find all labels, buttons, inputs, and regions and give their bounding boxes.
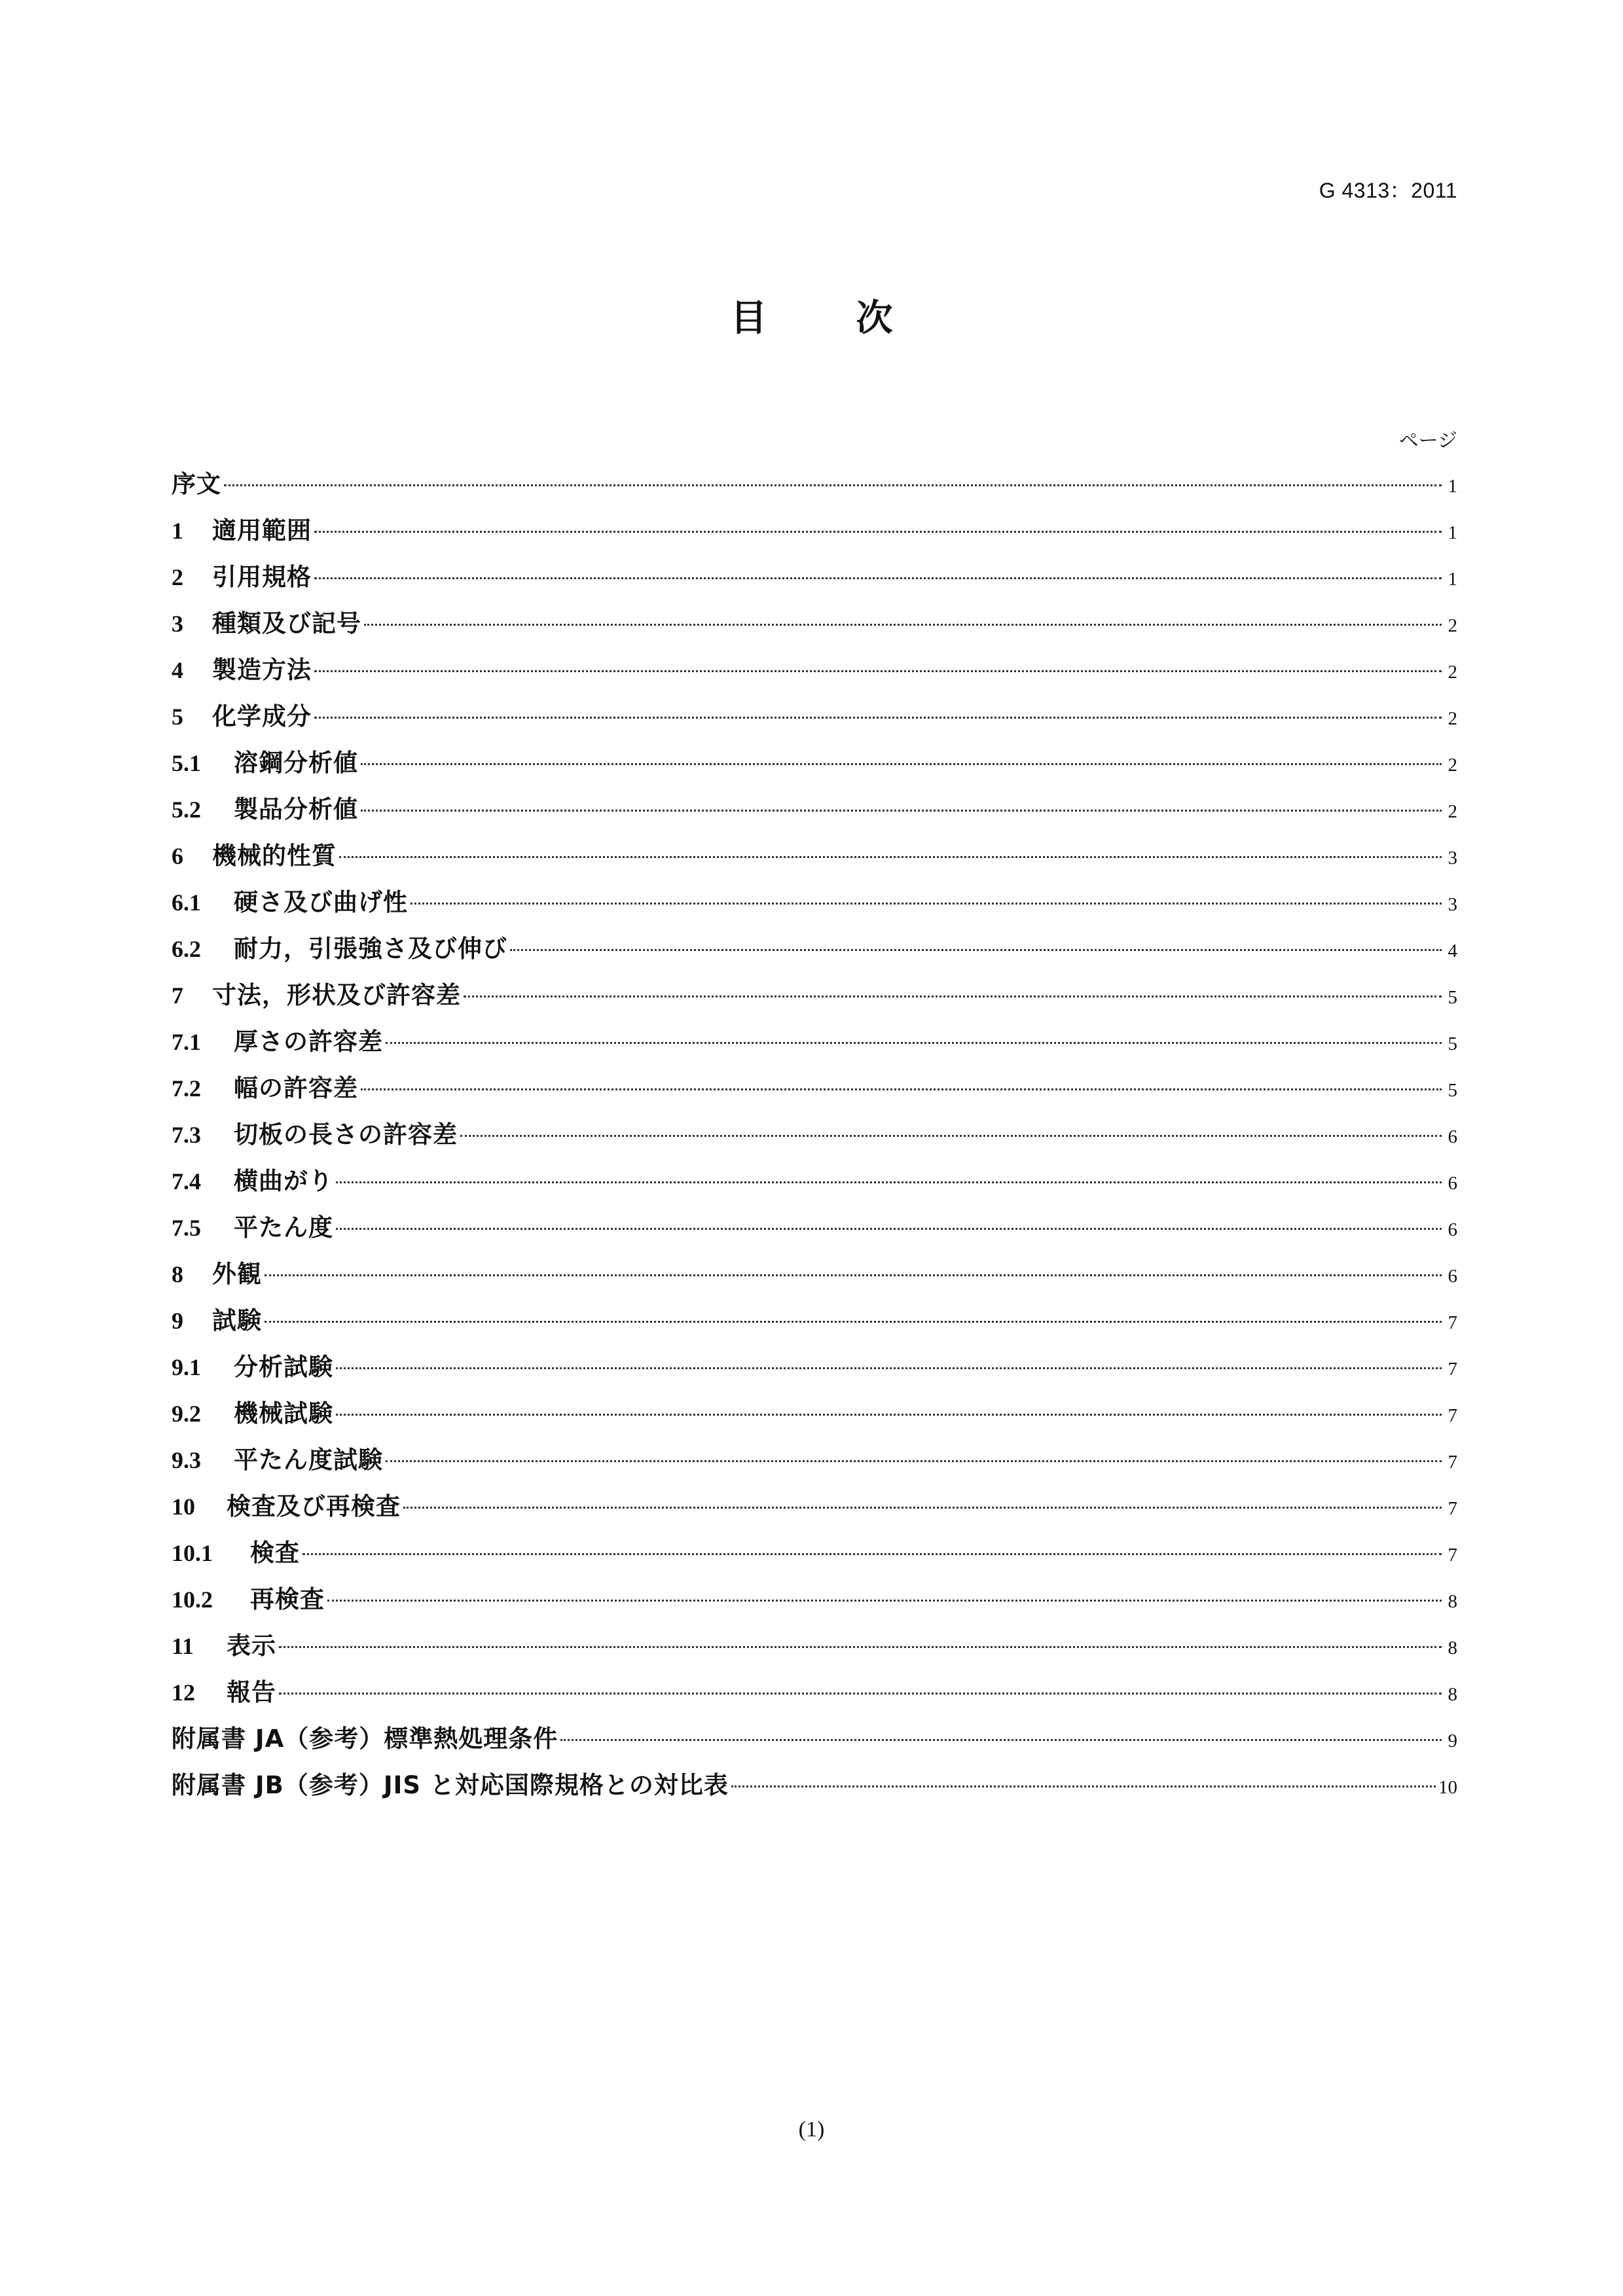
toc-entry-title: 横曲がり: [234, 1167, 333, 1195]
toc-entry-number: 4: [172, 657, 183, 683]
toc-entry-3[interactable]: [172, 600, 1457, 647]
toc-entry-page: 2: [1448, 755, 1457, 776]
dot-leader: [410, 903, 1442, 905]
dot-leader: [264, 1274, 1442, 1276]
toc-entry-number: 9.2: [172, 1401, 201, 1427]
toc-entry-title: 引用規格: [212, 563, 312, 591]
toc-entry-number: 6.2: [172, 936, 201, 962]
toc-entry-number: 5.2: [172, 797, 201, 823]
toc-entry-title: 分析試験: [234, 1353, 333, 1381]
toc-entry-title: 附属書 JA（参考）標準熱処理条件: [172, 1725, 558, 1753]
toc-entry-number: 10.2: [172, 1587, 213, 1613]
toc-entry-title: 溶鋼分析値: [234, 749, 358, 777]
dot-leader: [403, 1507, 1442, 1509]
dot-leader: [364, 624, 1442, 626]
toc-entry-8[interactable]: [172, 1251, 1457, 1297]
page-number-footer: (1): [798, 2117, 825, 2142]
page-title: 目 次: [730, 297, 919, 340]
toc-entry-title: 検査: [250, 1539, 300, 1567]
toc-entry-5[interactable]: [172, 693, 1457, 740]
dot-leader: [339, 856, 1442, 858]
toc-entry-page: 3: [1448, 894, 1457, 915]
toc-entry-page: 8: [1448, 1591, 1457, 1612]
toc-entry-5-1[interactable]: [172, 740, 1457, 786]
toc-entry-4[interactable]: [172, 647, 1457, 693]
toc-entry-number: 12: [172, 1679, 195, 1706]
toc-entry-page: 10: [1438, 1777, 1457, 1798]
toc-entry-number: 10: [172, 1494, 195, 1520]
toc-entry-10-2[interactable]: [172, 1576, 1457, 1623]
dot-leader: [336, 1367, 1442, 1369]
toc-entry-page: 6: [1448, 1173, 1457, 1194]
dot-leader: [327, 1600, 1442, 1602]
toc-entry-page: 5: [1448, 987, 1457, 1008]
toc-entry-title: 表示: [227, 1632, 276, 1660]
toc-entry-page: 4: [1448, 941, 1457, 961]
toc-entry-6-2[interactable]: [172, 925, 1457, 972]
dot-leader: [510, 949, 1442, 951]
toc-entry-page: 2: [1448, 662, 1457, 683]
dot-leader: [460, 1135, 1442, 1137]
toc-entry-title: 化学成分: [212, 702, 312, 730]
toc-entry-number: 5.1: [172, 750, 201, 776]
toc-entry-number: 9.3: [172, 1447, 201, 1473]
dot-leader: [279, 1693, 1442, 1695]
toc-entry-7-1[interactable]: [172, 1018, 1457, 1065]
toc-entry-page: 7: [1448, 1359, 1457, 1380]
toc-entry-page: 8: [1448, 1684, 1457, 1705]
dot-leader: [386, 1460, 1442, 1462]
toc-entry-title: 平たん度試験: [234, 1446, 383, 1474]
toc-entry-7-5[interactable]: [172, 1204, 1457, 1251]
toc-entry-10-1[interactable]: [172, 1530, 1457, 1576]
toc-entry-page: 1: [1448, 569, 1457, 590]
toc-entry-title: 硬さ及び曲げ性: [234, 888, 408, 916]
toc-entry-title: 製造方法: [212, 656, 312, 684]
toc-entry-9[interactable]: [172, 1297, 1457, 1344]
toc-entry-page: 6: [1448, 1219, 1457, 1240]
toc-entry-number: 2: [172, 564, 183, 590]
toc-entry-number: 7.2: [172, 1075, 201, 1102]
toc-entry-annex-jb[interactable]: [172, 1762, 1457, 1808]
toc-entry-9-3[interactable]: [172, 1437, 1457, 1483]
toc-entry-number: 7.3: [172, 1122, 201, 1148]
dot-leader: [279, 1646, 1442, 1648]
toc-entry-page: 6: [1448, 1126, 1457, 1147]
toc-entry-number: 7: [172, 982, 183, 1009]
standard-number: G 4313：2011: [1319, 179, 1457, 202]
toc-entry-number: 7.5: [172, 1215, 201, 1241]
dot-leader: [731, 1785, 1436, 1787]
toc-entry-title: 報告: [227, 1678, 276, 1706]
toc-entry-1[interactable]: [172, 507, 1457, 554]
dot-leader: [314, 717, 1442, 719]
toc-entry-annex-ja[interactable]: [172, 1715, 1457, 1762]
toc-entry-title: 平たん度: [234, 1213, 333, 1242]
toc-entry-title: 再検査: [250, 1585, 325, 1613]
toc-entry-number: 3: [172, 611, 183, 637]
dot-leader: [314, 577, 1442, 579]
toc-entry-7-4[interactable]: [172, 1158, 1457, 1204]
toc-entry-page: 9: [1448, 1731, 1457, 1751]
toc-entry-page: 7: [1448, 1312, 1457, 1333]
dot-leader: [361, 763, 1442, 765]
dot-leader: [361, 810, 1442, 812]
toc-entry-page: 7: [1448, 1405, 1457, 1426]
toc-entry-10[interactable]: [172, 1483, 1457, 1530]
toc-entry-9-1[interactable]: [172, 1344, 1457, 1390]
toc-entry-number: 6: [172, 843, 183, 869]
dot-leader: [302, 1553, 1442, 1555]
dot-leader: [336, 1414, 1442, 1416]
dot-leader: [264, 1321, 1442, 1323]
toc-entry-6[interactable]: [172, 833, 1457, 879]
toc-entry-number: 7.1: [172, 1029, 201, 1055]
dot-leader: [386, 1042, 1442, 1044]
toc-entry-6-1[interactable]: [172, 879, 1457, 925]
toc-entry-title: 外観: [212, 1260, 262, 1288]
toc-entry-page: 2: [1448, 708, 1457, 729]
toc-entry-title: 耐力，引張強さ及び伸び: [234, 935, 507, 963]
toc-entry-title: 適用範囲: [212, 516, 312, 545]
toc-entry-title: 寸法，形状及び許容差: [212, 981, 461, 1009]
toc-entry-preface[interactable]: [172, 461, 1457, 507]
dot-leader: [336, 1228, 1442, 1230]
toc-entry-page: 3: [1448, 848, 1457, 869]
toc-entry-2[interactable]: [172, 554, 1457, 600]
toc-entry-page: 2: [1448, 801, 1457, 822]
dot-leader: [361, 1088, 1442, 1090]
toc-entry-page: 5: [1448, 1080, 1457, 1101]
toc-entry-7-3[interactable]: [172, 1111, 1457, 1158]
toc-entry-title: 附属書 JB（参考）JIS と対応国際規格との対比表: [172, 1771, 729, 1799]
toc-entry-number: 7.4: [172, 1168, 201, 1194]
toc-entry-9-2[interactable]: [172, 1390, 1457, 1437]
toc-entry-page: 1: [1448, 522, 1457, 543]
toc-entry-number: 5: [172, 704, 183, 730]
toc-entry-number: 6.1: [172, 889, 201, 916]
toc-entry-page: 7: [1448, 1498, 1457, 1519]
toc-entry-title: 厚さの許容差: [234, 1028, 383, 1056]
toc-entry-number: 8: [172, 1261, 183, 1287]
toc-entry-title: 製品分析値: [234, 795, 358, 823]
toc-entry-5-2[interactable]: [172, 786, 1457, 833]
toc-entry-page: 5: [1448, 1033, 1457, 1054]
toc-entry-title: 検査及び再検査: [227, 1492, 401, 1520]
dot-leader: [336, 1181, 1442, 1183]
toc-entry-number: 11: [172, 1633, 194, 1659]
toc-entry-title: 切板の長さの許容差: [234, 1121, 458, 1149]
toc-entry-page: 7: [1448, 1545, 1457, 1566]
toc-entry-number: 10.1: [172, 1540, 213, 1566]
toc-entry-title: 機械的性質: [212, 842, 337, 870]
table-of-contents: [172, 461, 1457, 1808]
toc-entry-title: 機械試験: [234, 1399, 333, 1427]
dot-leader: [464, 996, 1442, 997]
toc-entry-number: 9.1: [172, 1354, 201, 1380]
page-column-label: ページ: [1398, 429, 1457, 452]
toc-entry-11[interactable]: [172, 1623, 1457, 1669]
toc-entry-7[interactable]: [172, 972, 1457, 1018]
toc-entry-page: 2: [1448, 615, 1457, 636]
toc-entry-page: 8: [1448, 1638, 1457, 1659]
toc-entry-title: 幅の許容差: [234, 1074, 358, 1102]
toc-entry-number: 1: [172, 518, 183, 544]
dot-leader: [314, 531, 1442, 533]
toc-entry-title: 序文: [172, 470, 221, 498]
toc-entry-page: 6: [1448, 1266, 1457, 1287]
dot-leader: [224, 484, 1442, 486]
toc-entry-page: 1: [1448, 476, 1457, 497]
dot-leader: [560, 1739, 1442, 1741]
toc-entry-title: 試験: [212, 1306, 262, 1335]
toc-entry-title: 種類及び記号: [212, 609, 361, 637]
toc-entry-7-2[interactable]: [172, 1065, 1457, 1111]
toc-entry-number: 9: [172, 1308, 183, 1334]
toc-entry-12[interactable]: [172, 1669, 1457, 1715]
toc-entry-page: 7: [1448, 1452, 1457, 1473]
dot-leader: [314, 670, 1442, 672]
